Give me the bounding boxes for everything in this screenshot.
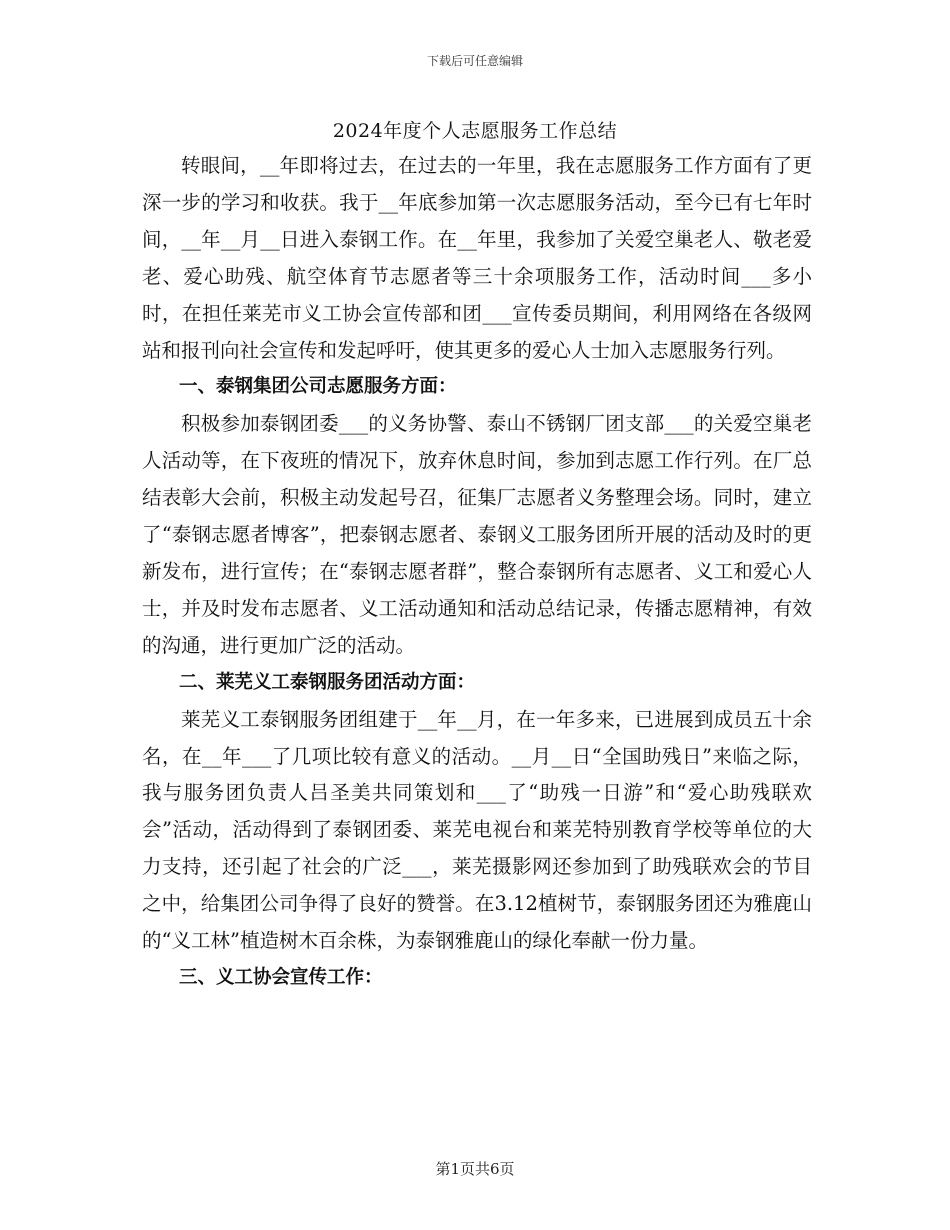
section-heading-2: 二、莱芜义工泰钢服务团活动方面： — [179, 671, 476, 693]
section-paragraph-2: 莱芜义工泰钢服务团组建于__年__月，在一年多来，已进展到成员五十余名，在__年___了几项比较有意义的活动。__月__日“全国助残日”来临之际，我与服务团负责人吕圣美共同策划和___了“助残一日游”和“爱心助残联欢会”活动，活动得到了泰钢团委、莱芜电视台和莱芜特别教育学校等单位的大力支持，还引起了社会的广泛___，莱芜摄影网还参加到了助残联欢会的节目之中，给集团公司争得了良好的赞誉。在3.12植树节，泰钢服务团还为雅鹿山的“义工林”植造树木百余株，为泰钢雅鹿山的绿化奉献一份力量。 — [142, 707, 812, 953]
intro-paragraph: 转眼间，__年即将过去，在过去的一年里，我在志愿服务工作方面有了更深一步的学习和收获。我于__年底参加第一次志愿服务活动，至今已有七年时间，__年__月__日进入泰钢工作。在__年里，我参加了关爱空巢老人、敬老爱老、爱心助残、航空体育节志愿者等三十余项服务工作，活动时间___多小时，在担任莱芜市义工协会宣传部和团___宣传委员期间，利用网络在各级网站和报刊向社会宣传和发起呼吁，使其更多的爱心人士加入志愿服务行列。 — [142, 154, 812, 362]
section-heading-3: 三、义工协会宣传工作： — [179, 966, 383, 988]
document-body — [142, 148, 812, 997]
section-heading-1: 一、泰钢集团公司志愿服务方面： — [179, 376, 457, 398]
document-title: 2024年度个人志愿服务工作总结 — [332, 120, 618, 142]
page-header: 下载后可任意编辑 — [426, 54, 523, 68]
page-footer: 第1页共6页 — [435, 1160, 515, 1178]
section-paragraph-1: 积极参加泰钢团委___的义务协警、泰山不锈钢厂团支部___的关爱空巢老人活动等，在下夜班的情况下，放弃休息时间，参加到志愿工作行列。在厂总结表彰大会前，积极主动发起号召，征集厂志愿者义务整理会场。同时，建立了“泰钢志愿者博客”，把泰钢志愿者、泰钢义工服务团所开展的活动及时的更新发布，进行宣传；在“泰钢志愿者群”，整合泰钢所有志愿者、义工和爱心人士，并及时发布志愿者、义工活动通知和活动总结记录，传播志愿精神，有效的沟通，进行更加广泛的活动。 — [142, 412, 812, 657]
